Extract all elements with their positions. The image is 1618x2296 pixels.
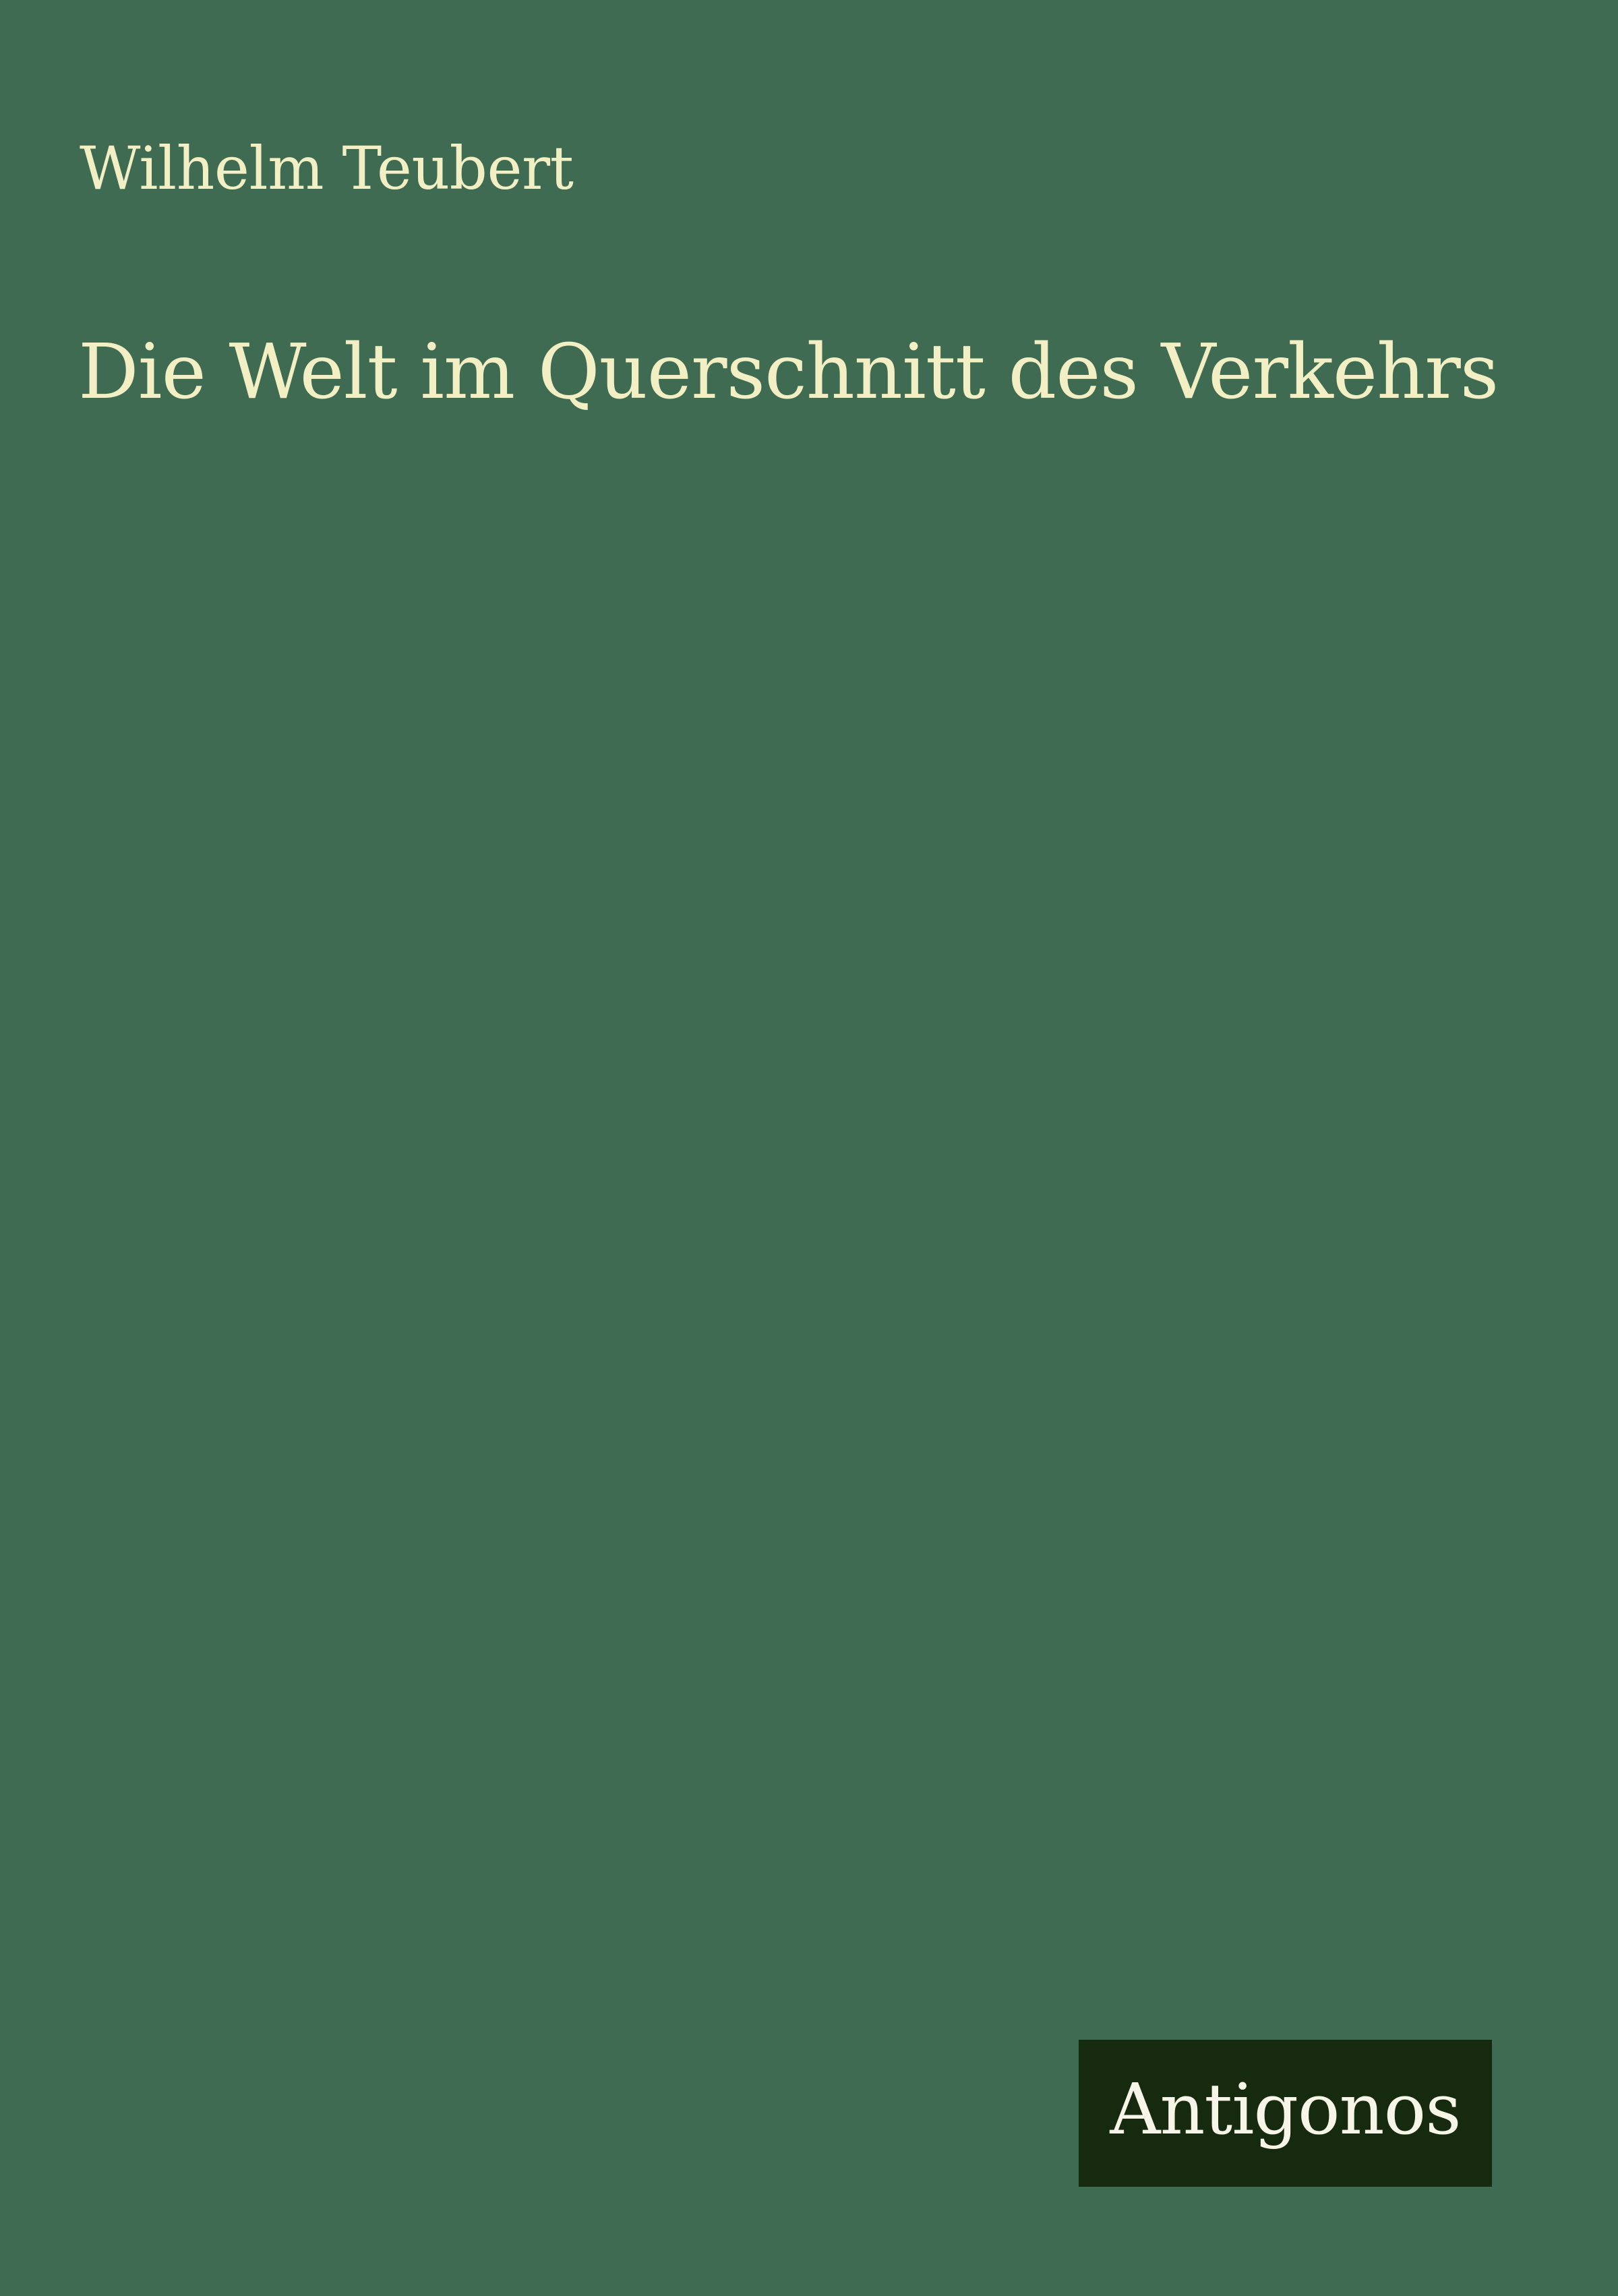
publisher-name: Antigonos [1110, 2068, 1461, 2150]
author-name: Wilhelm Teubert [80, 134, 574, 203]
publisher-logo-box [1079, 2040, 1492, 2187]
book-title: Die Welt im Querschnitt des Verkehrs [78, 328, 1499, 416]
